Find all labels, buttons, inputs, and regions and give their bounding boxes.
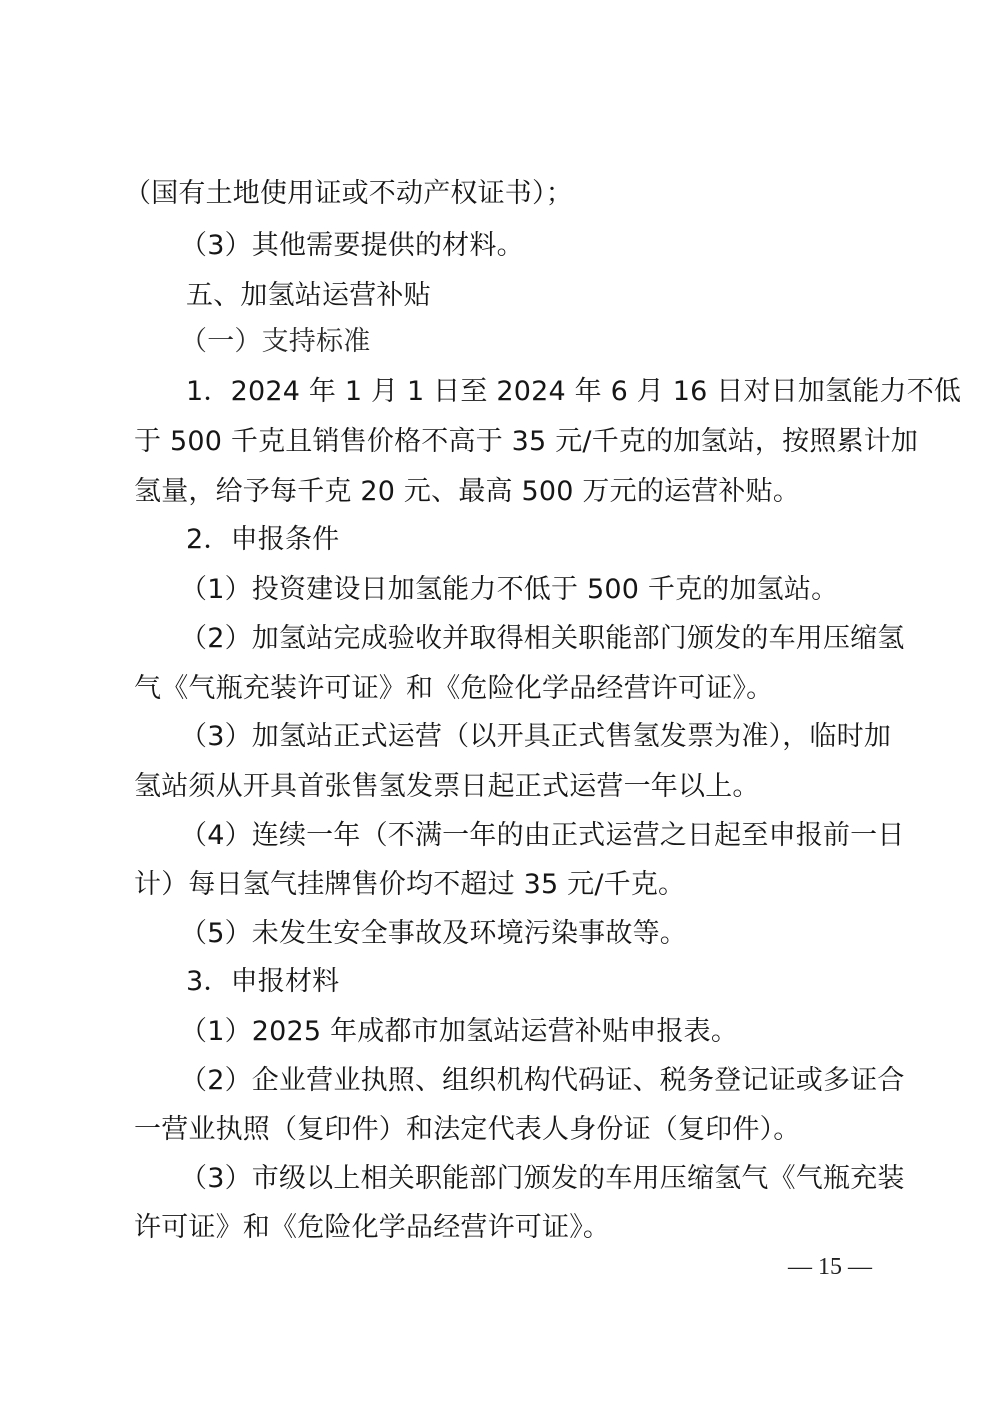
text-line: （1）2025 年成都市加氢站运营补贴申报表。 xyxy=(180,1016,739,1047)
text-line: （3）市级以上相关职能部门颁发的车用压缩氢气《气瓶充装 xyxy=(180,1163,905,1194)
text-line: 气《气瓶充装许可证》和《危险化学品经营许可证》。 xyxy=(134,673,774,704)
text-line: 1．2024 年 1 月 1 日至 2024 年 6 月 16 日对日加氢能力不低 xyxy=(186,376,962,407)
text-line: （2）企业营业执照、组织机构代码证、税务登记证或多证合 xyxy=(180,1065,905,1096)
page-number: — 15 — xyxy=(788,1254,872,1280)
text-line: 计）每日氢气挂牌售价均不超过 35 元/千克。 xyxy=(134,869,686,900)
subheading: 3．申报材料 xyxy=(186,966,340,997)
text-line: 氢站须从开具首张售氢发票日起正式运营一年以上。 xyxy=(134,771,760,802)
subsection-heading: （一）支持标准 xyxy=(180,326,371,357)
text-line: （3）加氢站正式运营（以开具正式售氢发票为准），临时加 xyxy=(180,721,892,752)
text-line: （2）加氢站完成验收并取得相关职能部门颁发的车用压缩氢 xyxy=(180,623,905,654)
text-line: 氢量，给予每千克 20 元、最高 500 万元的运营补贴。 xyxy=(134,476,801,507)
text-line: 许可证》和《危险化学品经营许可证》。 xyxy=(134,1212,611,1243)
text-line: （5）未发生安全事故及环境污染事故等。 xyxy=(180,918,687,949)
text-line: （3）其他需要提供的材料。 xyxy=(180,230,524,261)
text-line: （4）连续一年（不满一年的由正式运营之日起至申报前一日 xyxy=(180,820,905,851)
text-line: （国有土地使用证或不动产权证书）； xyxy=(124,178,573,209)
subheading: 2．申报条件 xyxy=(186,524,340,555)
text-line: 于 500 千克且销售价格不高于 35 元/千克的加氢站，按照累计加 xyxy=(134,426,919,457)
text-line: （1）投资建设日加氢能力不低于 500 千克的加氢站。 xyxy=(180,574,839,605)
text-line: 一营业执照（复印件）和法定代表人身份证（复印件）。 xyxy=(134,1114,801,1145)
section-heading: 五、加氢站运营补贴 xyxy=(186,280,431,311)
